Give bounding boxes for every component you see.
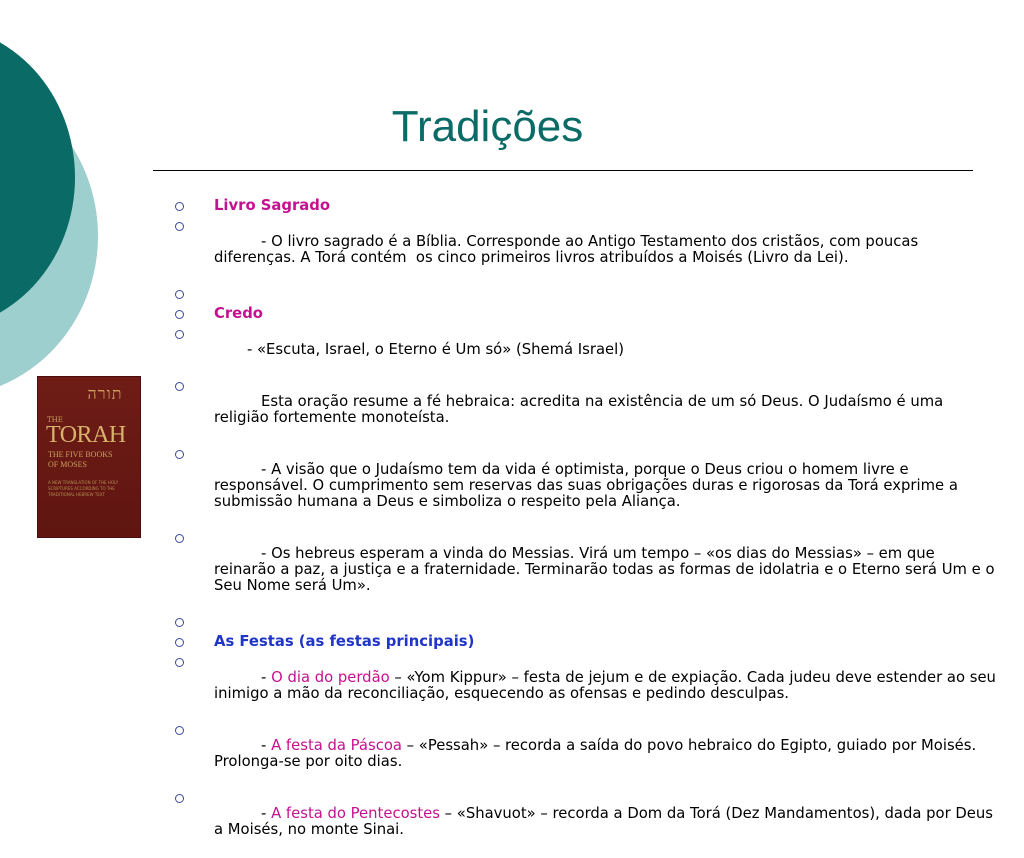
heading-livro-sagrado: Livro Sagrado [214, 197, 331, 214]
book-title: TORAH [46, 422, 126, 448]
festa-name-pessah: A festa da Páscoa [271, 737, 402, 754]
bullet-circle-icon [175, 726, 184, 735]
title-divider [153, 170, 973, 171]
list-item [172, 654, 1001, 718]
list-item-text: – «Shavuot» – recorda a Dom da Torá (Dez Mandamentos), dada por Deus a Moisés, no monte Sinai. [214, 805, 998, 838]
bullet-circle-icon [175, 310, 184, 319]
bullet-circle-icon [175, 534, 184, 543]
bullet-list [172, 197, 1001, 858]
bullet-circle-icon [175, 658, 184, 667]
list-item [172, 634, 997, 650]
list-item [172, 530, 1000, 610]
list-item [172, 790, 997, 854]
list-item-text: – «Yom Kippur» – festa de jejum e de expiação. Cada judeu deve estender ao seu inimigo a mão da reconciliação, esquecendo as ofensas e pedindo desculpas. [214, 669, 1001, 702]
heading-credo: Credo [214, 305, 263, 322]
list-item-prefix: - [232, 737, 272, 754]
list-item [172, 446, 997, 526]
book-subtitle-line1: THE FIVE BOOKS [48, 450, 113, 459]
bullet-circle-icon [175, 794, 184, 803]
book-hebrew-title: תורה [87, 384, 123, 403]
list-item [172, 722, 997, 786]
list-item-text: - A visão que o Judaísmo tem da vida é optimista, porque o Deus criou o homem livre e responsável. O cumprimento sem reservas das suas obrigações duras e rigorosas da Torá exprime a submissão humana a Deus e simboliza o respeito pela Aliança. [214, 461, 963, 510]
list-item-text: Esta oração resume a fé hebraica: acredita na existência de um só Deus. O Judaísmo é uma religião fortemente monoteísta. [214, 393, 948, 426]
bullet-circle-icon [175, 638, 184, 647]
book-the-label: THE [47, 416, 63, 424]
list-item-text: - O livro sagrado é a Bíblia. Corresponde ao Antigo Testamento dos cristãos, com poucas diferenças. A Torá contém os cinco primeiros livros atribuídos a Moisés (Livro da Lei). [214, 233, 923, 266]
bullet-circle-icon [175, 290, 184, 299]
list-item-text: - Os hebreus esperam a vinda do Messias. Virá um tempo – «os dias do Messias» – em que reinarão a paz, a justiça e a fraternidade. Terminarão todas as formas de idolatria e o Eterno será Um e o Seu Nome será Um». [214, 545, 1000, 594]
list-item-prefix: - [232, 669, 272, 686]
festa-name-yom-kippur: O dia do perdão [271, 669, 390, 686]
book-subtitle-line2: OF MOSES [48, 460, 87, 469]
list-item-empty [172, 614, 997, 630]
slide-title: Tradições [391, 102, 584, 151]
list-item [172, 378, 997, 442]
list-item [172, 218, 997, 282]
list-item-prefix: - [232, 805, 272, 822]
book-small-print: A NEW TRANSLATION OF THE HOLY SCRIPTURES ACCORDING TO THE TRADITIONAL HEBREW TEXT [48, 480, 119, 497]
bullet-circle-icon [175, 450, 184, 459]
list-item-text: - «Escuta, Israel, o Eterno é Um só» (Shemá Israel) [232, 341, 625, 358]
list-item-empty [172, 286, 997, 302]
torah-book-cover-image [37, 376, 141, 538]
list-item-text: – «Pessah» – recorda a saída do povo hebraico do Egipto, guiado por Moisés. Prolonga-se por oito dias. [214, 737, 981, 770]
list-item [172, 198, 997, 214]
bullet-circle-icon [175, 330, 184, 339]
bullet-circle-icon [175, 202, 184, 211]
bullet-circle-icon [175, 618, 184, 627]
heading-as-festas: As Festas (as festas principais) [214, 633, 475, 650]
festa-name-shavuot: A festa do Pentecostes [271, 805, 440, 822]
bullet-circle-icon [175, 222, 184, 231]
list-item [172, 306, 997, 322]
list-item [172, 326, 997, 374]
bullet-circle-icon [175, 382, 184, 391]
